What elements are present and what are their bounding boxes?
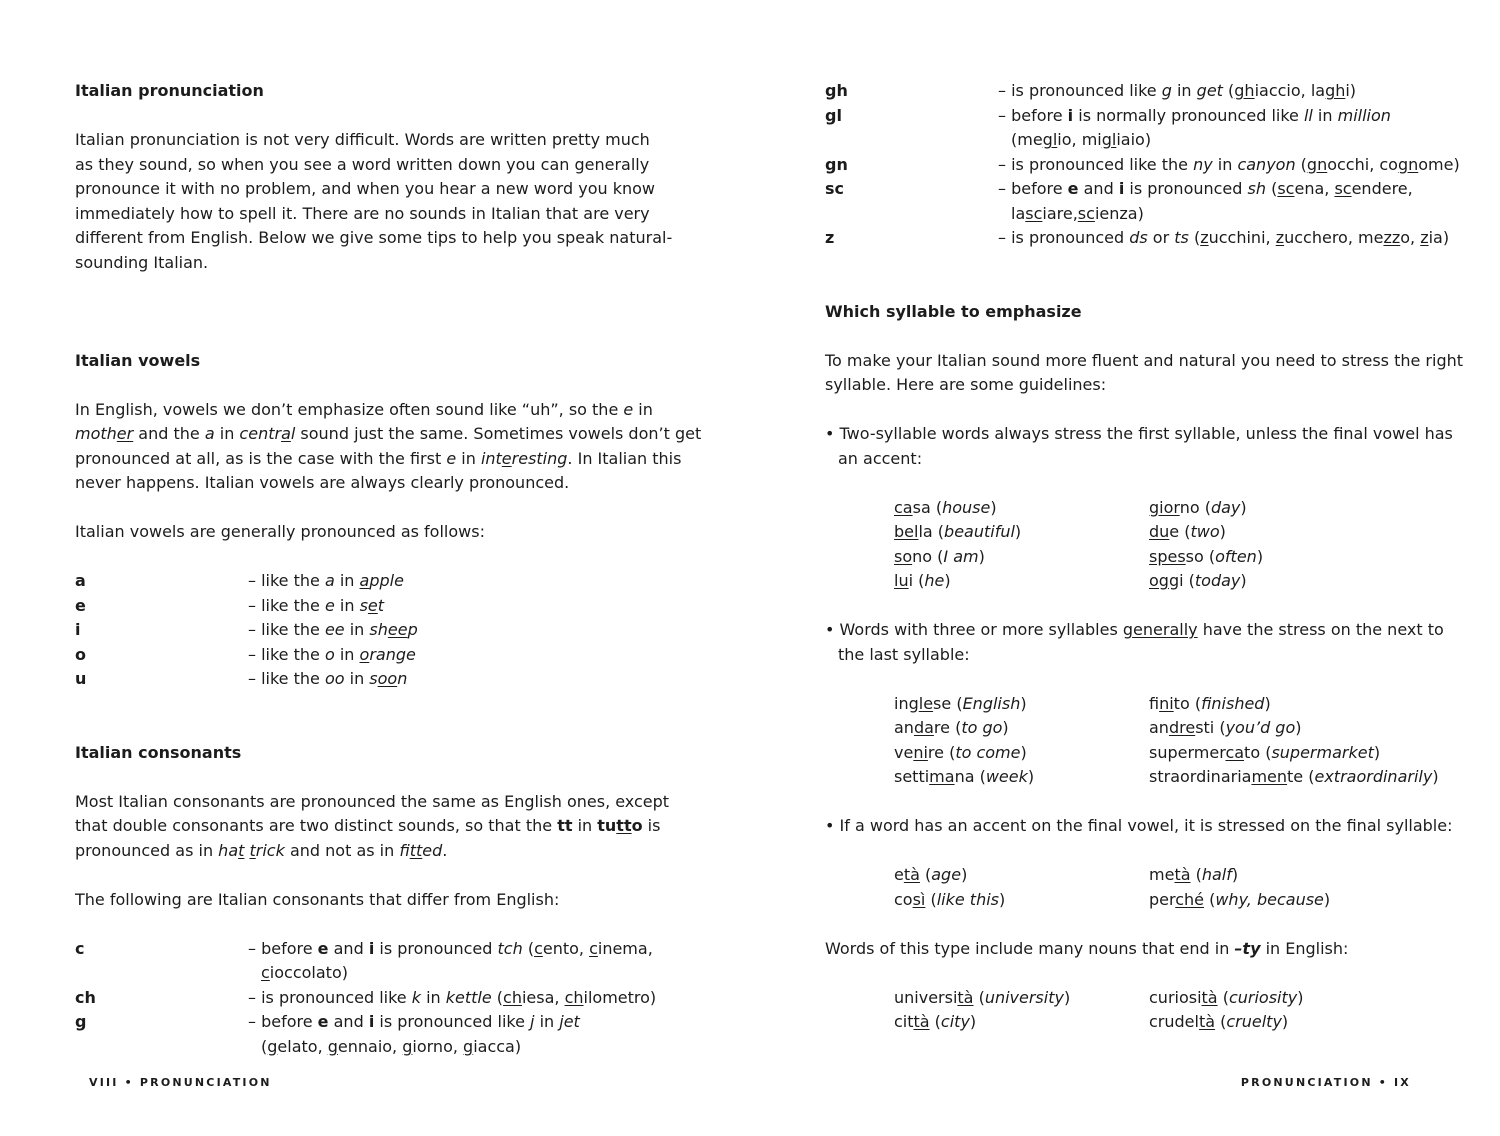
text-line: sounding Italian. xyxy=(75,252,209,272)
section-heading-pronunciation: Italian pronunciation xyxy=(75,81,264,100)
example-word: crudeltà (cruelty) xyxy=(1149,1012,1289,1031)
consonants-table xyxy=(75,937,665,1060)
example-row xyxy=(894,520,1445,545)
pronunciation-description: lasciare,scienza) xyxy=(1011,203,1144,223)
intro-paragraph xyxy=(75,128,673,275)
rule-final-accent-examples xyxy=(894,863,1445,912)
pronunciation-description: – before e and i is pronounced tch (cento, cinema, xyxy=(248,938,653,958)
letter-label: sc xyxy=(825,179,845,198)
example-word: così (like this) xyxy=(894,889,1006,909)
example-word: città (city) xyxy=(894,1012,977,1031)
text-line: never happens. Italian vowels are always clearly pronounced. xyxy=(75,473,570,492)
pronunciation-description: – like the o in orange xyxy=(248,644,416,664)
bullet-line: • Two-syllable words always stress the first syllable, unless the final vowel has xyxy=(825,424,1453,443)
example-row xyxy=(894,692,1445,717)
stress-intro-paragraph xyxy=(825,349,1464,398)
table-row-continuation xyxy=(75,961,665,986)
pronunciation-description: (gelato, gennaio, giorno, giacca) xyxy=(261,1036,522,1056)
text-line: Italian pronunciation is not very difficult. Words are written pretty much xyxy=(75,130,650,149)
example-word: metà (half) xyxy=(1149,865,1239,884)
pronunciation-description: – is pronounced like the ny in canyon (gnocchi, cognome) xyxy=(998,154,1460,174)
consonants-table-continued xyxy=(825,79,1460,251)
text-line: immediately how to spell it. There are no sounds in Italian that are very xyxy=(75,203,650,223)
pronunciation-description: – like the oo in soon xyxy=(248,669,408,688)
rule-three-syllable xyxy=(825,618,1445,667)
letter-label: g xyxy=(75,1012,87,1031)
example-word: inglese (English) xyxy=(894,693,1027,713)
pronunciation-description: – before e and i is pronounced sh (scena, scendere, xyxy=(998,179,1413,198)
table-row xyxy=(75,667,665,692)
pronunciation-description: – before e and i is pronounced like j in jet xyxy=(248,1012,580,1031)
example-word: università (university) xyxy=(894,987,1071,1007)
rule-three-syllable-examples xyxy=(894,692,1445,790)
text-line: pronounce it with no problem, and when you hear a new word you know xyxy=(75,179,655,198)
section-heading-consonants: Italian consonants xyxy=(75,742,242,762)
table-row xyxy=(75,1010,665,1035)
example-word: curiosità (curiosity) xyxy=(1149,987,1304,1007)
table-row xyxy=(825,153,1460,178)
letter-label xyxy=(825,202,998,227)
text-line: pronounced as in hat trick and not as in fitted. xyxy=(75,840,448,860)
left-page xyxy=(75,79,702,1059)
bullet-continuation-line: the last syllable: xyxy=(838,644,970,664)
letter-label: gn xyxy=(825,154,848,174)
example-word: andresti (you’d go) xyxy=(1149,718,1302,737)
example-word: venire (to come) xyxy=(894,742,1027,762)
table-row xyxy=(825,79,1445,104)
letter-label: u xyxy=(75,669,87,688)
example-word: due (two) xyxy=(1149,522,1226,541)
example-row xyxy=(894,545,1445,570)
letter-label: gh xyxy=(825,81,848,100)
table-row-continuation xyxy=(75,1035,665,1060)
pronunciation-description: cioccolato) xyxy=(261,963,348,982)
example-word: sono (I am) xyxy=(894,546,985,566)
table-row xyxy=(825,177,1445,202)
example-row xyxy=(894,863,1445,888)
text-line: In English, vowels we don’t emphasize often sound like “uh”, so the e in xyxy=(75,399,653,419)
example-word: spesso (often) xyxy=(1149,546,1264,566)
table-row-continuation xyxy=(825,202,1445,227)
text-line: pronounced at all, as is the case with the first e in interesting. In Italian this xyxy=(75,448,682,468)
example-row xyxy=(894,888,1445,913)
example-row xyxy=(894,986,1445,1011)
text-line: that double consonants are two distinct sounds, so that the tt in tutto is xyxy=(75,816,661,835)
pronunciation-description: – like the ee in sheep xyxy=(248,620,418,639)
table-row xyxy=(75,643,665,668)
rule-two-syllable-examples xyxy=(894,496,1445,594)
example-word: perché (why, because) xyxy=(1149,889,1331,909)
example-word: casa (house) xyxy=(894,497,997,517)
footer-right-page-number: PRONUNCIATION • IX xyxy=(1240,1076,1411,1089)
text-line: Most Italian consonants are pronounced the same as English ones, except xyxy=(75,791,670,811)
table-row xyxy=(75,986,665,1011)
example-word: andare (to go) xyxy=(894,718,1009,737)
bullet-continuation-line: an accent: xyxy=(838,448,923,468)
letter-label xyxy=(825,128,998,153)
text-line: as they sound, so when you see a word written down you can generally xyxy=(75,154,650,174)
letter-label: o xyxy=(75,644,86,664)
letter-label: gl xyxy=(825,105,842,125)
text-line: To make your Italian sound more fluent and natural you need to stress the right xyxy=(825,350,1464,370)
section-heading-vowels: Italian vowels xyxy=(75,350,201,370)
example-word: straordinariamente (extraordinarily) xyxy=(1149,767,1439,786)
letter-label: a xyxy=(75,571,86,590)
vowels-intro-paragraph xyxy=(75,398,702,496)
example-word: bella (beautiful) xyxy=(894,522,1022,541)
right-page xyxy=(825,79,1464,1035)
text-line: mother and the a in central sound just the same. Sometimes vowels don’t get xyxy=(75,424,702,443)
letter-label: ch xyxy=(75,987,96,1007)
table-row-continuation xyxy=(825,128,1445,153)
example-word: lui (he) xyxy=(894,571,951,590)
consonants-intro-paragraph xyxy=(75,790,670,864)
letter-label: e xyxy=(75,595,86,615)
letter-label: i xyxy=(75,620,81,639)
example-row xyxy=(894,496,1445,521)
vowels-table xyxy=(75,569,665,692)
example-word: settimana (week) xyxy=(894,767,1035,786)
table-row xyxy=(75,937,665,962)
rule-final-accent-note: Words of this type include many nouns that end in –ty in English: xyxy=(825,938,1349,958)
example-word: oggi (today) xyxy=(1149,571,1247,590)
ty-nouns-examples xyxy=(894,986,1445,1035)
section-heading-stress: Which syllable to emphasize xyxy=(825,301,1082,321)
vowels-list-intro: Italian vowels are generally pronounced as follows: xyxy=(75,522,485,541)
example-word: supermercato (supermarket) xyxy=(1149,742,1381,762)
pronunciation-description: – is pronounced like g in get (ghiaccio, laghi) xyxy=(998,81,1357,100)
bullet-line: • Words with three or more syllables generally have the stress on the next to xyxy=(825,620,1444,639)
footer-left-page-number: VIII • PRONUNCIATION xyxy=(89,1076,272,1089)
letter-label: z xyxy=(825,228,835,247)
consonants-list-intro: The following are Italian consonants that differ from English: xyxy=(75,889,560,909)
letter-label xyxy=(75,961,248,986)
table-row xyxy=(825,104,1445,129)
example-row xyxy=(894,741,1445,766)
table-row xyxy=(75,618,665,643)
pronunciation-description: – before i is normally pronounced like ll in million xyxy=(998,105,1391,125)
rule-two-syllable xyxy=(825,422,1453,471)
table-row xyxy=(75,569,665,594)
example-row xyxy=(894,765,1445,790)
pronunciation-description: – like the e in set xyxy=(248,595,385,615)
pronunciation-description: – is pronounced ds or ts (zucchini, zucchero, mezzo, zia) xyxy=(998,228,1450,247)
letter-label: c xyxy=(75,938,85,958)
pronunciation-description: – is pronounced like k in kettle (chiesa, chilometro) xyxy=(248,987,657,1007)
example-word: finito (finished) xyxy=(1149,693,1271,713)
example-word: giorno (day) xyxy=(1149,497,1247,517)
pronunciation-description: – like the a in apple xyxy=(248,571,404,590)
table-row xyxy=(825,226,1450,251)
table-row xyxy=(75,594,665,619)
example-row xyxy=(894,569,1445,594)
text-line: syllable. Here are some guidelines: xyxy=(825,375,1107,394)
example-row xyxy=(894,716,1445,741)
example-word: età (age) xyxy=(894,865,968,884)
rule-final-accent: • If a word has an accent on the final vowel, it is stressed on the final syllable: xyxy=(825,816,1453,835)
pronunciation-description: (meglio, migliaio) xyxy=(1011,130,1152,149)
text-line: different from English. Below we give some tips to help you speak natural- xyxy=(75,228,673,247)
letter-label xyxy=(75,1035,248,1060)
example-row xyxy=(894,1010,1445,1035)
